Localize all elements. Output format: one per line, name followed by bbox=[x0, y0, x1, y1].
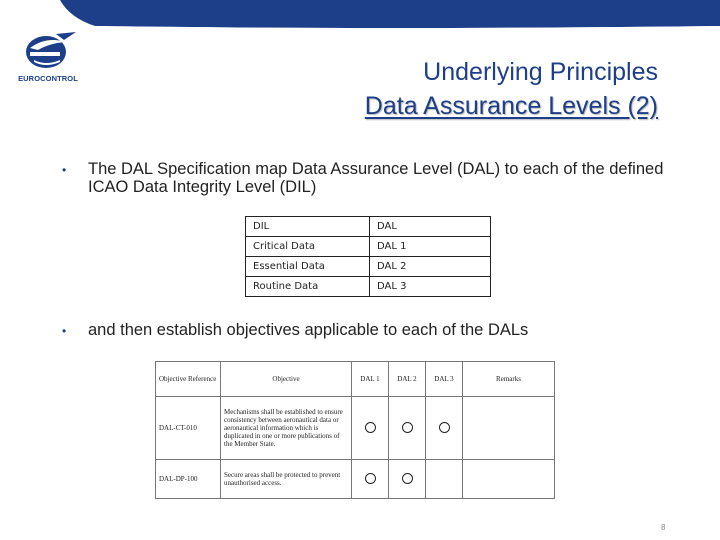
objective-reference: DAL-DP-100 bbox=[156, 460, 221, 499]
bullet-text: The DAL Specification map Data Assurance Level (DAL) to each of the defined ICAO Data Integrity Level (DIL) bbox=[88, 160, 664, 196]
table-header-cell: Remarks bbox=[463, 362, 555, 397]
circle-icon bbox=[402, 473, 413, 484]
remarks-cell bbox=[463, 397, 555, 460]
table-row bbox=[246, 277, 491, 297]
dal-cell bbox=[389, 460, 426, 499]
table-header-cell: Objective bbox=[221, 362, 352, 397]
table-cell: Routine Data bbox=[246, 277, 370, 297]
circle-icon bbox=[365, 473, 376, 484]
table-header-row bbox=[246, 217, 491, 237]
table-cell: Essential Data bbox=[246, 257, 370, 277]
dal-cell bbox=[389, 397, 426, 460]
circle-icon bbox=[365, 422, 376, 433]
dal-cell bbox=[426, 397, 463, 460]
table-cell: DAL 3 bbox=[370, 277, 491, 297]
circle-icon bbox=[439, 422, 450, 433]
dal-cell bbox=[352, 460, 389, 499]
table-cell: Critical Data bbox=[246, 237, 370, 257]
table-row bbox=[246, 257, 491, 277]
eurocontrol-logo bbox=[16, 30, 80, 84]
remarks-cell bbox=[463, 460, 555, 499]
objectives-table bbox=[155, 361, 555, 499]
bullet-text: and then establish objectives applicable to each of the DALs bbox=[88, 321, 529, 339]
objective-reference: DAL-CT-010 bbox=[156, 397, 221, 460]
slide-title: Underlying Principles bbox=[423, 58, 658, 86]
page-number: 8 bbox=[661, 523, 666, 532]
header-swoosh bbox=[0, 0, 720, 30]
dil-dal-table bbox=[245, 216, 491, 297]
table-header-cell: DAL bbox=[370, 217, 491, 237]
table-header-cell: Objective Reference bbox=[156, 362, 221, 397]
objective-text: Secure areas shall be protected to prevent unauthorised access. bbox=[221, 460, 352, 499]
eurocontrol-logo-icon bbox=[16, 30, 80, 72]
table-header-row bbox=[156, 362, 555, 397]
table-header-cell: DAL 2 bbox=[389, 362, 426, 397]
table-row bbox=[246, 237, 491, 257]
dal-cell bbox=[352, 397, 389, 460]
table-row bbox=[156, 397, 555, 460]
table-header-cell: DIL bbox=[246, 217, 370, 237]
table-row bbox=[156, 460, 555, 499]
bullet-marker: • bbox=[62, 324, 67, 338]
table-cell: DAL 2 bbox=[370, 257, 491, 277]
table-header-cell: DAL 1 bbox=[352, 362, 389, 397]
objective-text: Mechanisms shall be established to ensure consistency between aeronautical data or aeronautical information which is duplicated in one or more publications of the Member State. bbox=[221, 397, 352, 460]
circle-icon bbox=[402, 422, 413, 433]
dal-cell bbox=[426, 460, 463, 499]
table-cell: DAL 1 bbox=[370, 237, 491, 257]
bullet-marker: • bbox=[62, 163, 67, 177]
table-header-cell: DAL 3 bbox=[426, 362, 463, 397]
logo-wordmark: EUROCONTROL bbox=[18, 74, 78, 83]
slide-subtitle: Data Assurance Levels (2) bbox=[364, 92, 658, 120]
